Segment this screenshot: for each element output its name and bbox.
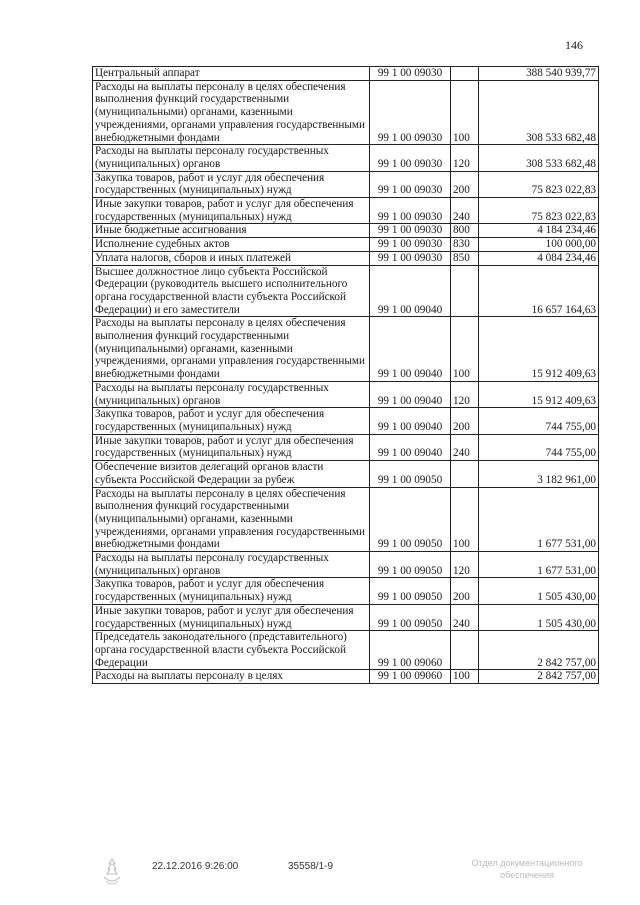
row-type-cell: 200 [451,578,479,604]
table-row [93,224,599,238]
row-sum-cell: 744 755,00 [479,408,599,434]
row-name-cell: Иные закупки товаров, работ и услуг для обеспечения государственных (муниципальных) нужд [93,434,370,460]
row-name-cell: Иные закупки товаров, работ и услуг для обеспечения государственных (муниципальных) нужд [93,604,370,630]
footer-timestamp: 22.12.2016 9:26:00 [152,861,239,872]
row-type-cell: 240 [451,434,479,460]
row-type-cell: 240 [451,198,479,224]
table-row [93,171,599,197]
row-code-cell: 99 1 00 09030 [370,198,451,224]
row-type-cell: 100 [451,670,479,684]
row-code-cell: 99 1 00 09040 [370,317,451,382]
row-name-cell: Расходы на выплаты персоналу в целях обеспечения выполнения функций государственными (муниципальными) органами, казенными учреждениями, органами управления государственными внебюджетными фондами [93,317,370,382]
row-sum-cell: 2 842 757,00 [479,631,599,670]
footer-stamp: Отдел документационного обеспечения [471,858,583,880]
row-name-cell: Расходы на выплаты персоналу в целях [93,670,370,684]
row-code-cell: 99 1 00 09040 [370,408,451,434]
row-sum-cell: 1 677 531,00 [479,552,599,578]
row-code-cell: 99 1 00 09050 [370,604,451,630]
budget-table [92,66,599,684]
table-row [93,670,599,684]
row-sum-cell: 388 540 939,77 [479,67,599,81]
row-name-cell: Центральный аппарат [93,67,370,81]
row-type-cell: 120 [451,552,479,578]
row-type-cell: 100 [451,487,479,552]
row-type-cell: 850 [451,251,479,265]
row-sum-cell: 75 823 022,83 [479,171,599,197]
emblem-icon [100,857,124,887]
table-row [93,265,599,317]
row-code-cell: 99 1 00 09030 [370,145,451,171]
row-name-cell: Председатель законодательного (представительного) органа государственной власти субъекта Российской Федерации [93,631,370,670]
row-code-cell: 99 1 00 09040 [370,381,451,407]
table-row [93,604,599,630]
row-sum-cell: 3 182 961,00 [479,461,599,487]
page-number: 146 [565,38,583,52]
page-footer [0,857,640,897]
row-name-cell: Закупка товаров, работ и услуг для обеспечения государственных (муниципальных) нужд [93,578,370,604]
table-row [93,487,599,552]
table-row [93,67,599,81]
row-name-cell: Расходы на выплаты персоналу государственных (муниципальных) органов [93,552,370,578]
table-row [93,238,599,252]
row-sum-cell: 308 533 682,48 [479,80,599,145]
row-type-cell [451,631,479,670]
row-code-cell: 99 1 00 09040 [370,265,451,317]
budget-table-body [93,67,599,684]
row-sum-cell: 308 533 682,48 [479,145,599,171]
row-code-cell: 99 1 00 09050 [370,578,451,604]
row-code-cell: 99 1 00 09030 [370,251,451,265]
row-code-cell: 99 1 00 09050 [370,552,451,578]
row-name-cell: Иные закупки товаров, работ и услуг для обеспечения государственных (муниципальных) нужд [93,198,370,224]
footer-doc-number: 35558/1-9 [288,861,334,872]
row-code-cell: 99 1 00 09050 [370,461,451,487]
row-code-cell: 99 1 00 09030 [370,171,451,197]
table-row [93,434,599,460]
row-sum-cell: 4 084 234,46 [479,251,599,265]
row-sum-cell: 1 505 430,00 [479,604,599,630]
row-code-cell: 99 1 00 09030 [370,224,451,238]
row-name-cell: Расходы на выплаты персоналу в целях обеспечения выполнения функций государственными (муниципальными) органами, казенными учреждениями, органами управления государственными внебюджетными фондами [93,80,370,145]
row-type-cell: 100 [451,317,479,382]
table-row [93,552,599,578]
row-type-cell: 120 [451,145,479,171]
row-type-cell: 200 [451,171,479,197]
row-name-cell: Высшее должностное лицо субъекта Российской Федерации (руководитель высшего исполнительного органа государственной власти субъекта Российской Федерации) и его заместители [93,265,370,317]
row-sum-cell: 16 657 164,63 [479,265,599,317]
row-sum-cell: 100 000,00 [479,238,599,252]
row-sum-cell: 1 505 430,00 [479,578,599,604]
row-type-cell [451,461,479,487]
row-code-cell: 99 1 00 09040 [370,434,451,460]
row-sum-cell: 4 184 234,46 [479,224,599,238]
row-type-cell: 240 [451,604,479,630]
row-name-cell: Расходы на выплаты персоналу в целях обеспечения выполнения функций государственными (муниципальными) органами, казенными учреждениями, органами управления государственными внебюджетными фондами [93,487,370,552]
row-code-cell: 99 1 00 09030 [370,238,451,252]
table-row [93,198,599,224]
row-code-cell: 99 1 00 09030 [370,67,451,81]
table-row [93,381,599,407]
table-row [93,80,599,145]
table-row [93,317,599,382]
row-sum-cell: 744 755,00 [479,434,599,460]
table-row [93,578,599,604]
row-type-cell: 200 [451,408,479,434]
row-sum-cell: 15 912 409,63 [479,317,599,382]
row-name-cell: Обеспечение визитов делегаций органов власти субъекта Российской Федерации за рубеж [93,461,370,487]
table-row [93,631,599,670]
row-type-cell: 800 [451,224,479,238]
row-name-cell: Иные бюджетные ассигнования [93,224,370,238]
row-type-cell: 120 [451,381,479,407]
row-sum-cell: 1 677 531,00 [479,487,599,552]
row-code-cell: 99 1 00 09050 [370,487,451,552]
row-type-cell [451,67,479,81]
row-name-cell: Расходы на выплаты персоналу государственных (муниципальных) органов [93,381,370,407]
table-row [93,408,599,434]
row-sum-cell: 15 912 409,63 [479,381,599,407]
row-type-cell [451,265,479,317]
row-sum-cell: 75 823 022,83 [479,198,599,224]
row-name-cell: Расходы на выплаты персоналу государственных (муниципальных) органов [93,145,370,171]
row-code-cell: 99 1 00 09060 [370,631,451,670]
row-code-cell: 99 1 00 09030 [370,80,451,145]
row-sum-cell: 2 842 757,00 [479,670,599,684]
row-name-cell: Уплата налогов, сборов и иных платежей [93,251,370,265]
row-type-cell: 830 [451,238,479,252]
row-type-cell: 100 [451,80,479,145]
table-row [93,461,599,487]
row-name-cell: Закупка товаров, работ и услуг для обеспечения государственных (муниципальных) нужд [93,171,370,197]
row-code-cell: 99 1 00 09060 [370,670,451,684]
row-name-cell: Исполнение судебных актов [93,238,370,252]
table-row [93,251,599,265]
row-name-cell: Закупка товаров, работ и услуг для обеспечения государственных (муниципальных) нужд [93,408,370,434]
table-row [93,145,599,171]
